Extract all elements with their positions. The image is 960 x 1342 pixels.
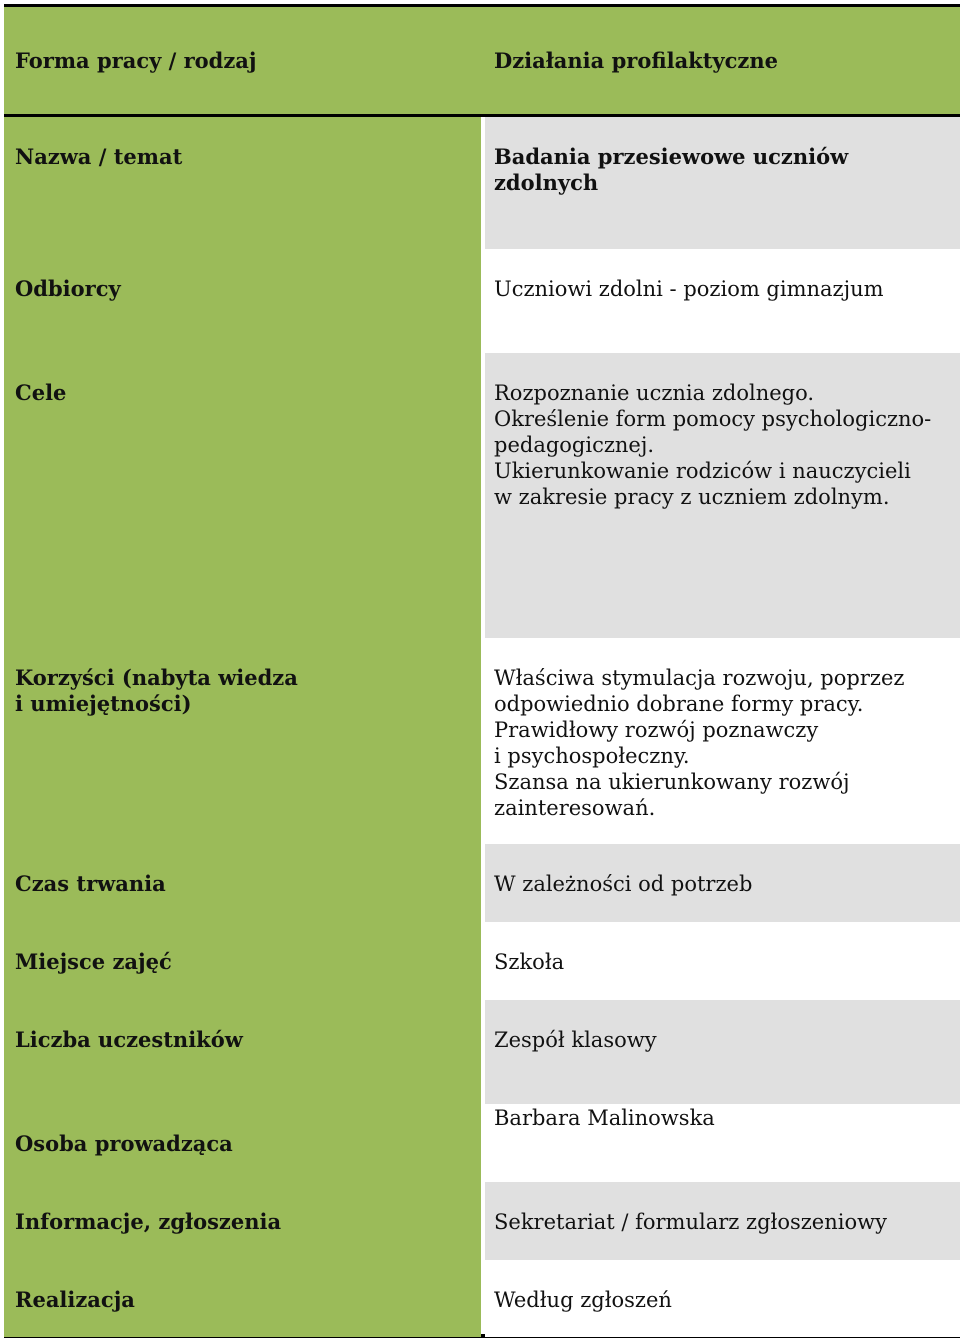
row-value-cell: [485, 1104, 960, 1182]
row-label-cell: [4, 844, 481, 922]
row-value-line: odpowiednio dobrane formy pracy.: [494, 692, 864, 716]
row-value-line: i psychospołeczny.: [494, 744, 690, 768]
header-left-cell: [4, 7, 481, 114]
row-label-line: i umiejętności): [15, 691, 192, 716]
row-value-line: Według zgłoszeń: [494, 1288, 672, 1312]
table-row: [4, 638, 960, 844]
row-label-cell: [4, 1182, 481, 1260]
header-right-cell: [485, 7, 960, 114]
row-value-line: W zależności od potrzeb: [494, 872, 753, 896]
row-value-line: Uczniowi zdolni - poziom gimnazjum: [494, 277, 884, 301]
row-value-line: Zespół klasowy: [494, 1028, 657, 1052]
row-value-line: w zakresie pracy z uczniem zdolnym.: [494, 485, 890, 509]
row-label: Miejsce zajęć: [15, 949, 172, 974]
row-value-line: pedagogicznej.: [494, 433, 655, 457]
row-value-line: Barbara Malinowska: [494, 1106, 715, 1130]
row-value-cell: [485, 117, 960, 249]
row-value-line: Szkoła: [494, 950, 565, 974]
table-header-row: [4, 7, 960, 117]
row-value-line: Rozpoznanie ucznia zdolnego.: [494, 381, 815, 405]
row-label: Informacje, zgłoszenia: [15, 1209, 282, 1234]
row-label-line: Korzyści (nabyta wiedza: [15, 665, 298, 690]
row-value-line: Sekretariat / formularz zgłoszeniowy: [494, 1210, 887, 1234]
row-label: Liczba uczestników: [15, 1027, 243, 1052]
table-row: [4, 1260, 960, 1337]
header-form-label: Forma pracy / rodzaj: [15, 47, 257, 73]
row-label: Cele: [15, 380, 67, 405]
row-value-line: zainteresowań.: [494, 796, 656, 820]
row-value-cell: [485, 353, 960, 638]
table-row: [4, 922, 960, 1000]
table-row: [4, 117, 960, 249]
row-label-cell: [4, 1260, 481, 1337]
row-label-cell: [4, 638, 481, 844]
table-row: [4, 1000, 960, 1104]
row-label-cell: [4, 922, 481, 1000]
header-activity-label: Działania profilaktyczne: [494, 47, 778, 73]
row-label: Odbiorcy: [15, 276, 121, 301]
row-value-cell: [485, 844, 960, 922]
row-value-cell: [485, 638, 960, 844]
row-value-line: Właściwa stymulacja rozwoju, poprzez: [494, 666, 905, 690]
row-value-line: Ukierunkowanie rodziców i nauczycieli: [494, 459, 911, 483]
row-label-cell: [4, 1104, 481, 1182]
row-value-cell: [485, 1182, 960, 1260]
row-value-cell: [485, 249, 960, 353]
table-row: [4, 844, 960, 922]
table-row: [4, 1104, 960, 1182]
table-row: [4, 1182, 960, 1260]
row-value-line: Badania przesiewowe uczniów: [494, 144, 849, 169]
row-value-line: zdolnych: [494, 170, 599, 195]
row-label-cell: [4, 117, 481, 249]
row-value-cell: [485, 922, 960, 1000]
row-value-cell: [485, 1260, 960, 1337]
row-value-line: Określenie form pomocy psychologiczno-: [494, 407, 932, 431]
row-label: Czas trwania: [15, 871, 166, 896]
row-label: Realizacja: [15, 1287, 135, 1312]
table-row: [4, 353, 960, 638]
program-table: [4, 4, 960, 1338]
row-label-cell: [4, 353, 481, 638]
row-label: Osoba prowadząca: [15, 1131, 233, 1156]
row-label-cell: [4, 249, 481, 353]
table-row: [4, 249, 960, 353]
row-value-cell: [485, 1000, 960, 1104]
row-value-line: Prawidłowy rozwój poznawczy: [494, 718, 819, 742]
row-label: Nazwa / temat: [15, 144, 183, 169]
row-label-cell: [4, 1000, 481, 1104]
row-value-line: Szansa na ukierunkowany rozwój: [494, 770, 850, 794]
